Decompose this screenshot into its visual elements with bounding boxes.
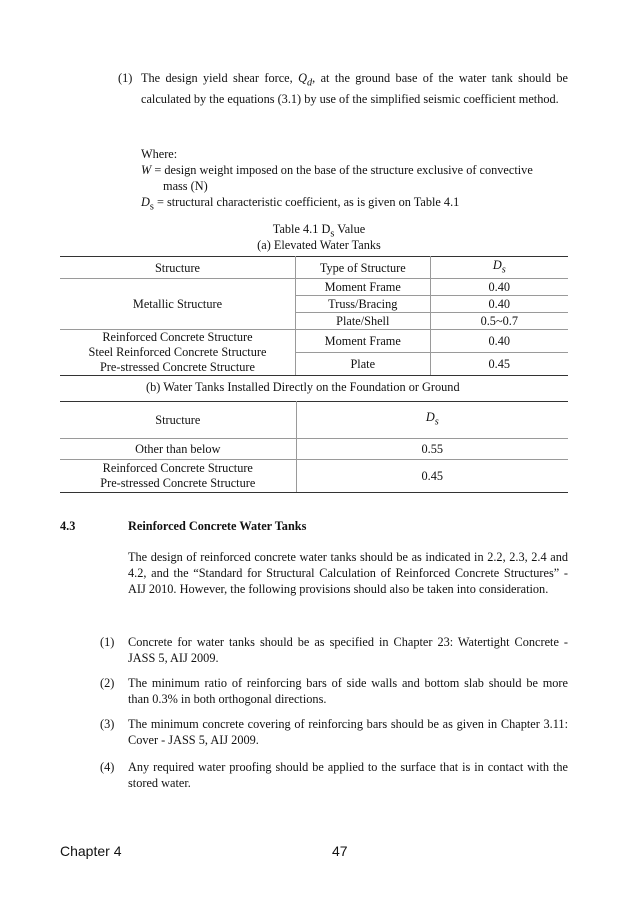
structure-line: Reinforced Concrete Structure bbox=[102, 461, 253, 475]
table-caption-suffix: Value bbox=[334, 222, 366, 236]
list-item: Any required water proofing should be applied to the surface that is in contact with the stored water. bbox=[128, 760, 568, 790]
ds-cell: 0.45 bbox=[296, 460, 568, 493]
type-cell: Moment Frame bbox=[295, 279, 430, 296]
table-header-row bbox=[60, 402, 568, 439]
ds-cell: 0.5~0.7 bbox=[430, 313, 568, 330]
concrete-structure-cell bbox=[60, 330, 295, 376]
table-row bbox=[60, 330, 568, 353]
list-number: (1) bbox=[118, 71, 133, 85]
concrete-line: Steel Reinforced Concrete Structure bbox=[88, 345, 267, 360]
type-cell: Moment Frame bbox=[295, 330, 430, 353]
structure-line: Pre-stressed Concrete Structure bbox=[100, 476, 256, 490]
table-b-caption: (b) Water Tanks Installed Directly on the Foundation or Ground bbox=[146, 380, 460, 394]
list-number: (4) bbox=[100, 760, 115, 774]
type-cell: Truss/Bracing bbox=[295, 296, 430, 313]
w-definition-text: = design weight imposed on the base of the structure exclusive of convective bbox=[151, 163, 533, 177]
elevated-tanks-table bbox=[60, 256, 568, 376]
header-structure: Structure bbox=[60, 257, 295, 279]
table-header-row bbox=[60, 257, 568, 279]
ds-definition-text: = structural characteristic coefficient, as is given on Table 4.1 bbox=[153, 195, 460, 209]
list-item: The minimum ratio of reinforcing bars of side walls and bottom slab should be more than 0.3% in both orthogonal directions. bbox=[128, 676, 568, 706]
table-row bbox=[60, 279, 568, 296]
table-row bbox=[60, 460, 568, 493]
concrete-line: Reinforced Concrete Structure bbox=[102, 330, 253, 345]
page-number: 47 bbox=[332, 843, 348, 859]
w-definition bbox=[141, 162, 568, 178]
list-item: The minimum concrete covering of reinforcing bars should be as given in Chapter 3.11: Cover - JASS 5, AIJ 2009. bbox=[128, 717, 568, 747]
header-ds-var: D bbox=[425, 410, 435, 425]
w-variable: W bbox=[141, 163, 152, 177]
type-cell: Plate/Shell bbox=[295, 313, 430, 330]
ds-subscript: s bbox=[149, 201, 154, 213]
table-subcaption: (a) Elevated Water Tanks bbox=[257, 238, 381, 252]
header-structure: Structure bbox=[60, 402, 296, 439]
ds-variable: D bbox=[141, 195, 150, 209]
ds-definition bbox=[141, 194, 568, 215]
qd-subscript-text: d bbox=[307, 77, 313, 89]
section-title: Reinforced Concrete Water Tanks bbox=[128, 519, 307, 533]
structure-cell: Other than below bbox=[60, 439, 296, 460]
type-cell: Plate bbox=[295, 353, 430, 376]
header-type: Type of Structure bbox=[295, 257, 430, 279]
table-caption-subscript: s bbox=[330, 228, 335, 240]
header-ds-sub: s bbox=[501, 264, 506, 276]
ds-cell: 0.45 bbox=[430, 353, 568, 376]
where-label: Where: bbox=[141, 147, 178, 161]
list-number: (1) bbox=[100, 635, 115, 649]
header-ds bbox=[296, 402, 568, 439]
structure-cell bbox=[60, 460, 296, 493]
section-number: 4.3 bbox=[60, 519, 76, 533]
section-intro-paragraph: The design of reinforced concrete water tanks should be as indicated in 2.2, 2.3, 2.4 and 4.2, and the “Standard for Structural Calculation of Reinforced Concrete Structures” - AIJ 2010. However, the following provisions should also be taken into consideration. bbox=[128, 550, 568, 596]
list-item: Concrete for water tanks should be as specified in Chapter 23: Watertight Concrete - JASS 5, AIJ 2009. bbox=[128, 635, 568, 665]
text-segment: , at the ground base of the water tank should be calculated by the equations (3.1) by use of the simplified seismic coefficient method. bbox=[141, 71, 568, 107]
w-definition-continued: mass (N) bbox=[163, 179, 208, 193]
footer-chapter: Chapter 4 bbox=[60, 843, 122, 859]
ds-cell: 0.55 bbox=[296, 439, 568, 460]
concrete-line: Pre-stressed Concrete Structure bbox=[99, 360, 255, 375]
ds-cell: 0.40 bbox=[430, 296, 568, 313]
ds-cell: 0.40 bbox=[430, 279, 568, 296]
list-number: (2) bbox=[100, 676, 115, 690]
list-number: (3) bbox=[100, 717, 115, 731]
header-ds-var: D bbox=[492, 258, 502, 272]
where-block bbox=[141, 146, 568, 215]
design-yield-paragraph bbox=[141, 70, 568, 107]
header-ds-sub: s bbox=[434, 416, 439, 428]
text-segment: The design yield shear force, bbox=[141, 71, 299, 85]
qd-variable: Q bbox=[298, 71, 307, 85]
header-ds bbox=[430, 257, 568, 279]
metallic-structure-cell: Metallic Structure bbox=[60, 279, 295, 330]
table-caption-text: Table 4.1 D bbox=[272, 222, 331, 236]
ds-cell: 0.40 bbox=[430, 330, 568, 353]
table-row bbox=[60, 439, 568, 460]
ground-tanks-table bbox=[60, 401, 568, 493]
